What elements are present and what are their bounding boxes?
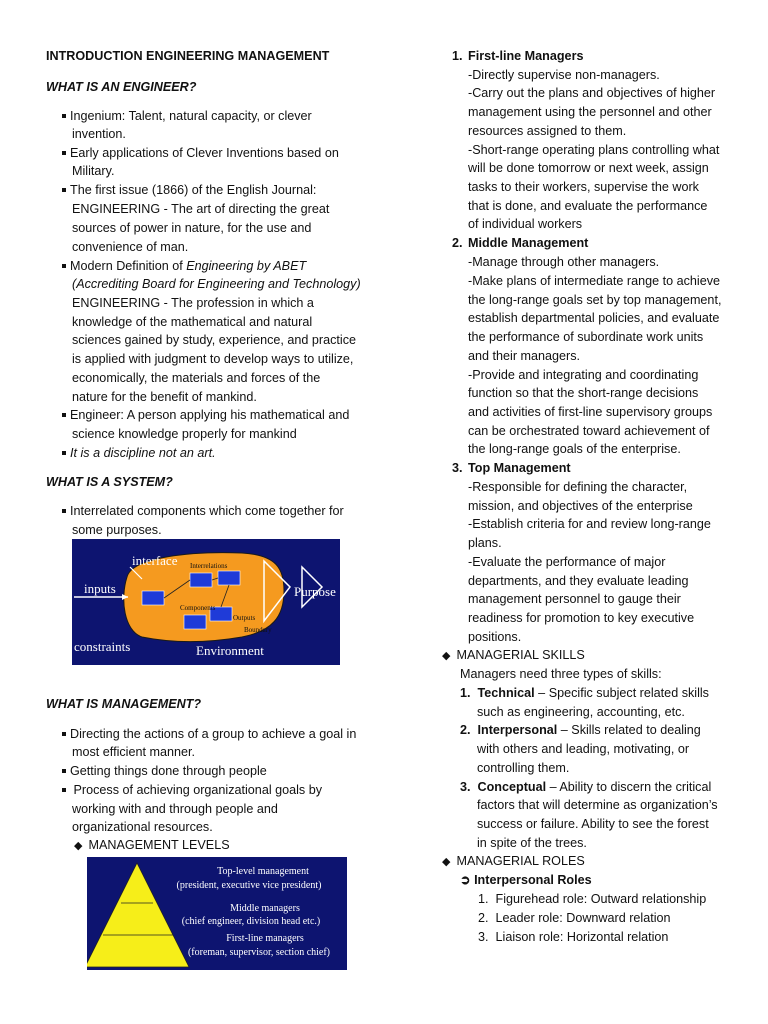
text-line: and their managers. — [468, 349, 581, 363]
bullet-icon — [62, 188, 66, 192]
text-line: mission, and objectives of the enterprise — [468, 499, 693, 513]
bullet-icon — [62, 788, 66, 792]
bullet-item: Directing the actions of a group to achieve a goal in — [62, 726, 356, 742]
label-interrelations: Interrelations — [190, 562, 228, 570]
diamond-icon: ◆ — [442, 856, 451, 868]
management-pyramid — [87, 857, 347, 970]
text-line: and activities of first-line supervisory groups — [468, 405, 713, 419]
bullet-icon — [62, 413, 66, 417]
text-line: tasks to their workers, supervise the work — [468, 180, 699, 194]
levels-heading: ◆ MANAGEMENT LEVELS — [74, 838, 230, 852]
return-arrow-icon: ➲ — [460, 873, 475, 887]
diamond-icon: ◆ — [442, 650, 451, 662]
pyramid-low-label: First-line managers — [226, 933, 304, 944]
text-line: positions. — [468, 630, 522, 644]
label-interface: interface — [132, 553, 178, 568]
pyramid-top-label: Top-level management — [217, 866, 309, 877]
text-line: such as engineering, accounting, etc. — [477, 705, 685, 719]
text-line: -Evaluate the performance of major — [468, 555, 666, 569]
bullet-cont: sciences gained by study, experience, and practice — [72, 333, 356, 347]
bullet-icon — [62, 451, 66, 455]
label-inputs: inputs — [84, 581, 116, 596]
pyramid-mid-label: Middle managers — [230, 903, 300, 914]
text-line: -Manage through other managers. — [468, 255, 660, 269]
bullet-cont: economically, the materials and forces of the — [72, 371, 321, 385]
first-line-heading: First-line Managers — [468, 49, 584, 63]
text-line: can be orchestrated toward achievement of — [468, 424, 710, 438]
text-line: in spite of the trees. — [477, 836, 587, 850]
label-constraints: constraints — [74, 639, 131, 654]
skill-item: 2. Interpersonal – Skills related to dealing — [460, 723, 701, 737]
bullet-item: Interrelated components which come together for — [62, 503, 344, 519]
bullet-item: Process of achieving organizational goals by — [62, 782, 322, 798]
heading-system: WHAT IS A SYSTEM? — [46, 475, 173, 489]
bullet-cont: sources of power in nature, for the use and — [72, 221, 312, 235]
roles-heading: ◆ MANAGERIAL ROLES — [442, 854, 585, 868]
text-line: management personnel to gauge their — [468, 592, 681, 606]
label-purpose: Purpose — [294, 584, 336, 599]
text-line: success or failure. Ability to see the forest — [477, 817, 709, 831]
bullet-icon — [62, 264, 66, 268]
text-line: -Short-range operating plans controlling what — [468, 143, 720, 157]
bullet-cont: some purposes. — [72, 523, 162, 537]
text-line: of individual workers — [468, 217, 583, 231]
role-item: 2. Leader role: Downward relation — [478, 911, 671, 925]
text-line: departments, and they evaluate leading — [468, 574, 689, 588]
top-heading: Top Management — [468, 461, 571, 475]
system-diagram — [72, 539, 340, 665]
bullet-icon — [62, 732, 66, 736]
bullet-item: Ingenium: Talent, natural capacity, or clever — [62, 108, 312, 124]
text-line: will be done tomorrow or next week, assign — [468, 161, 709, 175]
label-boundary: Boundary — [244, 626, 272, 634]
text-line: -Establish criteria for and review long-range — [468, 517, 711, 531]
interpersonal-roles-heading: ➲ Interpersonal Roles — [460, 873, 592, 887]
text-line: that is done, and evaluate the performance — [468, 199, 708, 213]
bullet-item: Getting things done through people — [62, 763, 267, 779]
bullet-icon — [62, 509, 66, 513]
pyramid-low-desc: (foreman, supervisor, section chief) — [187, 947, 331, 958]
skills-intro: Managers need three types of skills: — [460, 667, 662, 681]
bullet-icon — [62, 769, 66, 773]
bullet-cont: Military. — [72, 164, 115, 178]
skill-item: 3. Conceptual – Ability to discern the critical — [460, 780, 712, 794]
text-line: -Make plans of intermediate range to achieve — [468, 274, 721, 288]
text-line: the performance of subordinate work units — [468, 330, 704, 344]
label-environment: Environment — [196, 643, 264, 658]
bullet-cont: knowledge of the mathematical and natural — [72, 315, 313, 329]
text-line: resources assigned to them. — [468, 124, 627, 138]
bullet-item: It is a discipline not an art. — [62, 445, 216, 461]
heading-engineer: WHAT IS AN ENGINEER? — [46, 80, 197, 94]
label-outputs: Outputs — [233, 614, 256, 622]
bullet-item: Engineer: A person applying his mathematical and — [62, 407, 349, 423]
pyramid-top-desc: (president, executive vice president) — [176, 880, 322, 891]
bullet-icon — [62, 114, 66, 118]
bullet-cont: nature for the benefit of mankind. — [72, 390, 257, 404]
bullet-cont: invention. — [72, 127, 126, 141]
label-components: Components — [180, 604, 216, 612]
bullet-cont: organizational resources. — [72, 820, 213, 834]
bullet-cont: working with and through people and — [72, 802, 278, 816]
bullet-cont: ENGINEERING - The profession in which a — [72, 296, 314, 310]
bullet-cont: most efficient manner. — [72, 745, 195, 759]
pyramid-mid-desc: (chief engineer, division head etc.) — [181, 916, 321, 927]
text-line: -Directly supervise non-managers. — [468, 68, 660, 82]
bullet-cont: (Accrediting Board for Engineering and Technology) — [72, 277, 361, 291]
list-number: 2. — [452, 236, 463, 250]
text-line: with others and leading, motivating, or — [477, 742, 690, 756]
bullet-item: Early applications of Clever Inventions based on — [62, 145, 339, 161]
text-line: plans. — [468, 536, 502, 550]
role-item: 3. Liaison role: Horizontal relation — [478, 930, 669, 944]
diamond-icon: ◆ — [74, 840, 83, 852]
text-line: establish departmental policies, and evaluate — [468, 311, 720, 325]
text-line: readiness for promotion to key executive — [468, 611, 695, 625]
bullet-item: The first issue (1866) of the English Journal: — [62, 182, 316, 198]
text-line: the long-range goals set by top management, — [468, 293, 722, 307]
doc-title: INTRODUCTION ENGINEERING MANAGEMENT — [46, 49, 330, 63]
text-line: -Responsible for defining the character, — [468, 480, 688, 494]
skill-item: 1. Technical – Specific subject related skills — [460, 686, 709, 700]
bullet-icon — [62, 151, 66, 155]
text-line: factors that will determine as organization’s — [477, 798, 718, 812]
role-item: 1. Figurehead role: Outward relationship — [478, 892, 707, 906]
text-line: -Carry out the plans and objectives of higher — [468, 86, 716, 100]
text-line: controlling them. — [477, 761, 570, 775]
bullet-cont: is applied with judgment to develop ways to utilize, — [72, 352, 354, 366]
text-line: function so that the short-range decisions — [468, 386, 699, 400]
skills-heading: ◆ MANAGERIAL SKILLS — [442, 648, 585, 662]
bullet-item: Modern Definition of Engineering by ABET — [62, 258, 306, 274]
text-line: management using the personnel and other — [468, 105, 712, 119]
middle-heading: Middle Management — [468, 236, 589, 250]
text-line: the long-range goals of the enterprise. — [468, 442, 681, 456]
list-number: 3. — [452, 461, 463, 475]
list-number: 1. — [452, 49, 463, 63]
bullet-cont: science knowledge properly for mankind — [72, 427, 297, 441]
text-line: -Provide and integrating and coordinating — [468, 368, 699, 382]
heading-management: WHAT IS MANAGEMENT? — [46, 697, 202, 711]
bullet-cont: convenience of man. — [72, 240, 189, 254]
bullet-cont: ENGINEERING - The art of directing the great — [72, 202, 330, 216]
